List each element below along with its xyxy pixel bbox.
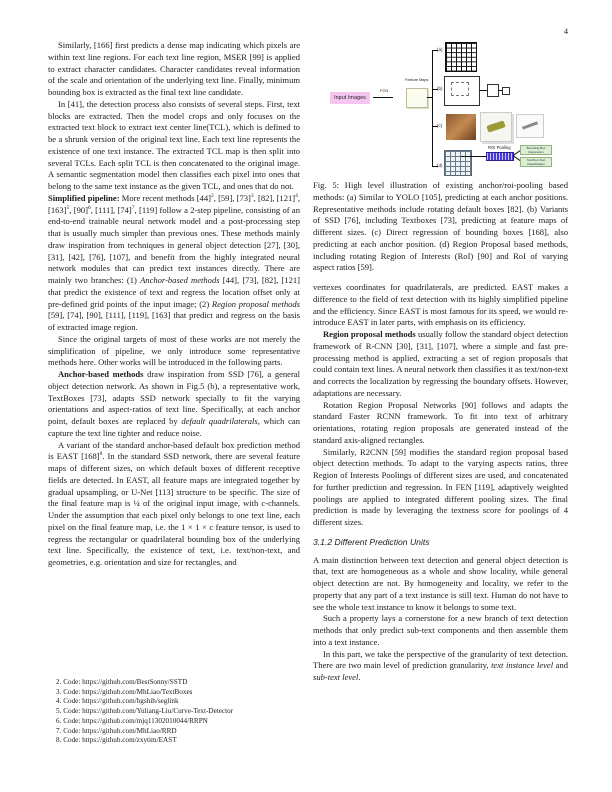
paragraph: In [41], the detection process also consists of several steps. First, text blocks are extracted. Then the model crops and only focuses on the extracted text block to extract text center line(TCL), which is defined to be a shrunk version of the original text line. Each text line represents the existence of one text instance. The extracted TCL map is then split into several TCLs. Each split TCL is then concatenated to the original image. A semantic segmentation model then classifies each pixel into ones that belong to the same text instance as the given TCL, and ones that do not. [48,98,300,191]
default-box [451,82,469,96]
footnote-link[interactable]: 5. Code: https://github.com/Yuliang-Liu/Curve-Text-Detector [56,707,234,716]
footnote-ref: 7 [131,204,135,211]
footnote-link[interactable]: 8. Code: https://github.com/zxytim/EAST [56,736,177,745]
footnote-ref: 2 [210,192,214,199]
footnote-ref: 4 [295,192,298,199]
arrow [479,90,487,91]
run-in-heading: Anchor-based methods [58,369,144,379]
footnote-ref: 8 [99,451,103,458]
paragraph: Similarly, [166] first predicts a dense map indicating which pixels are within text line regions. For each text line region, MSER [99] is applied to extract character candidates. Character candidates reveal information of the scale and orientation of the underlying text line. Finally, minimum bounding box is extracted as the final text line candidate. [48,40,300,97]
example-image-box [516,114,544,138]
footnote-link[interactable]: 6. Code: https://github.com/mjq11302010044/RRPN [56,716,208,725]
run-in-heading: Region proposal methods [323,329,416,339]
footnotes [56,678,306,746]
footnote-ref: 6 [87,204,91,211]
page-number: 4 [564,27,568,36]
paragraph: vertexes coordinates for quadrilaterals, are predicted. EAST makes a difference to the field of text detection with its highly simplified pipeline and the efficiency. Since EAST is most famous for its speed, we would re-introduce EAST in later parts, with emphasis on its efficiency. [313,282,568,328]
branch-label-b: (b) [437,86,443,91]
footnote-ref: 3 [250,192,254,199]
bbox-regression-box: Bounding Box Regression [520,145,552,155]
paragraph: Such a property lays a cornerstone for a new branch of text detection methods that only predict sub-text components and then assemble them into a text instance. [313,613,568,647]
footnote-link[interactable]: 7. Code: https://github.com/MhLiao/RRD [56,726,177,735]
footnote-link[interactable]: 4. Code: https://github.com/bgshih/seglink [56,697,179,706]
paragraph: A main distinction between text detection and general object detection is that, text are homogeneous as a whole and show locality, while general object detection are not. By homogeneity and locality, we refer to the property that any part of a text instance is still text. Human do not have to see the whole text instance to know it belongs to some text. [313,554,568,612]
roi-pooling-bar [486,152,514,161]
footnote-ref: 5 [66,204,70,211]
paragraph-simplified-pipeline: Simplified pipeline: More recent methods $[44]^2$, [59], $[73]^3$, [82], $[121]^4$, $[163]^5$, $[90]^6$, [111], $[74]^7$, [119] follow a 2-step pipeline, consisting of an end-to-end trainable neural network model and a post-processing step that is usually much simpler than previous ones. These methods mainly draw inspiration from techniques in general object detection [27], [30], [31], [42], [76], [107], and benefit from the highly integrated neural network modules that can predict text instances directly. There are mainly two branches: (1) Anchor-based methods [44], [73], [82], [121] that predict the existence of text and regress the location offset only at pre-defined grid points of the input image; (2) Region proposal methods [59], [74], [90], [111], [119], [163] that predict and regress on the basis of extracted image region. [48,192,301,332]
example-image-photo [446,114,476,140]
figure-caption: Fig. 5: High level illustration of existing anchor/roi-pooling based methods: (a) Similar to YOLO [105], predicting at each anchor positions. Representative methods include rotating default boxes [82]. (b) Variants of SSD [76], including Textboxes [73], predicting at feature maps of different sizes. (c) Direct regression of bounding boxes [168], also predicting at each anchor position. (d) Region Proposal based methods, including rotating Region of Interests (RoI) [90] and RoI of varying aspect ratios [59]. [313,180,568,273]
paragraph: Since the original targets of most of these works are not merely the simplification of pipeline, we only introduce some representative methods here. Other works will be introduced in the following parts. [48,333,300,368]
example-image-3d [480,112,512,142]
paragraph-east: A variant of the standard anchor-based default box prediction method is EAST $[168]^8$. In the standard SSD network, there are several feature maps of different sizes, on which default boxes of different receptive fields are detected. In EAST, all feature maps are integrated together by gradual upsampling, or U-Net [113] structure to be specific. The size of the final feature map is ¼ of the original input image, with c-channels. Under the assumption that each pixel only belongs to one text line, each pixel on the final feature map, i.e. the 1 × 1 × c feature tensor, is used to regress the rectangular or quadrilateral bounding box of the underlying text line. Specifically, the existence of text, i.e. text/non-text, and geometries, e.g. orientation and size for rectangles, and [48,439,300,567]
run-in-heading: Simplified pipeline: [48,192,120,203]
figure-5-diagram [330,42,560,178]
paragraph: Similarly, R2CNN [59] modifies the standard region proposal based object detection methods. To adapt to the varying aspects ratios, three Region of Interests Poolings of different sizes are used, and concatenated for further prediction and regression. In FEN [119], adaptively weighted poolings are applied to integrated different pooling sizes. The final prediction is made by leveraging the textness score for poolings of 4 different sizes. [313,446,568,527]
arrow [461,156,486,157]
footnote-link[interactable]: 3. Code: https://github.com/MhLiao/TextBoxes [56,687,193,696]
arrow [373,97,393,98]
left-column [48,40,300,569]
feature-maps-box [406,88,428,108]
roi-pooling-label: ROI Pooling [488,145,511,150]
classification-box: Text/Non-Text Classification [520,157,552,167]
ssd-feature-box [444,76,480,106]
paragraph: Rotation Region Proposal Networks [90] follows and adapts the standard Faster RCNN framework. To fit into text of arbitrary orientations, rotating region proposals are generated instead of the standard axis-aligned rectangles. [313,399,568,445]
feature-maps-label: Feature Maps [405,78,429,82]
section-heading: 3.1.2 Different Prediction Units [313,536,430,547]
fcn-label: FCN [380,88,389,93]
input-images-label: Input Images [330,92,370,104]
feature-map-smallest [502,87,510,95]
branch-label-c: (c) [437,123,443,128]
paragraph-anchor-based: Anchor-based methods draw inspiration from SSD [76], a general object detection network. As shown in Fig.5 (b), a representative work, TextBoxes [73], adapts SSD network specially to fit the varying orientations and aspect-ratios of text line. Specifically, at each anchor point, default boxes are replaced by default quadrilaterals, which can capture the text line tighter and reduce noise. [48,369,300,438]
region-proposal-grid [444,150,472,176]
anchor-grid-a [445,42,477,72]
connector [432,50,433,167]
branch-label-d: (d) [437,163,443,168]
right-column [313,180,568,684]
branch-label-a: (a) [437,47,443,52]
paragraph-region-proposal: Region proposal methods usually follow the standard object detection framework of R-CNN [30], [31], [107], where a simple and fast pre-processing method is applied, extracting a set of region proposals that could contain text lines. A neural network then classifies it as text/non-text and corrects the localization by regressing the boundary offsets. However, adaptations are necessary. [313,329,568,398]
footnote-link[interactable]: 2. Code: https://github.com/BestSonny/SSTD [56,678,188,686]
paragraph: In this part, we take the perspective of the granularity of text detection. There are two main level of prediction granularity, text instance level and sub-text level. [313,648,568,682]
